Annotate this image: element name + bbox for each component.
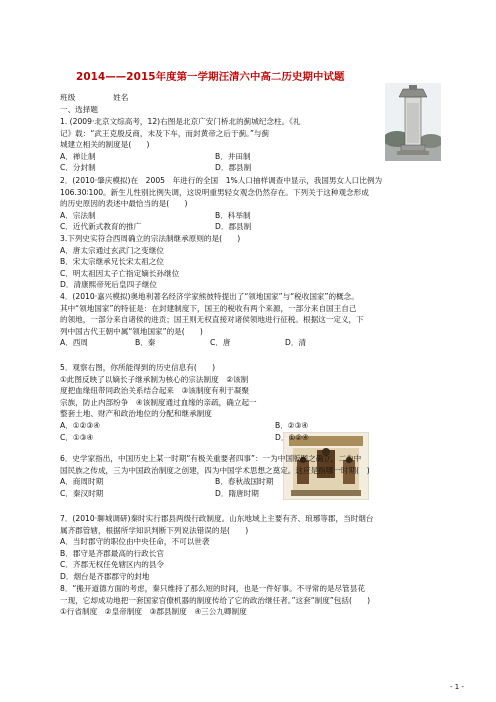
option: A．禅让制 (60, 151, 96, 161)
question-line: 4．(2010·嘉兴模拟)奥地利著名经济学家熊彼特提出了“领地国家”与“税收国家”的概念。 (60, 292, 359, 301)
question-line: 6．史学家指出，中国历史上某一时期“有极关重要者四事”：一为中国版图之确立，二为中 (60, 454, 362, 463)
option: B．宋太宗继承兄长宋太祖之位 (60, 257, 164, 267)
option: A．宗法制 (60, 210, 96, 220)
option: A．西周 (60, 338, 88, 348)
option: D．烟台是齐郡郡守的封地 (60, 571, 150, 581)
option: B．科举制 (215, 210, 251, 220)
question-line: 一现，它却成功地把一套国家官僚机器的制度传给了它的政治继任者。”这套“制度”包括( ) (60, 595, 371, 605)
question-line: 7．(2010·聊城调研)秦时实行郡县两级行政制度。山东地域上主要有齐、琅琊等郡，当时烟台 (60, 514, 374, 523)
option: B．②③④ (275, 420, 309, 430)
class-label: 班级 (60, 93, 76, 102)
option: A．商周时期 (60, 477, 104, 487)
option: B．井田制 (215, 151, 251, 161)
name-label: 姓名 (113, 93, 129, 102)
option: C．唐 (210, 338, 231, 348)
option: C．明太祖因太子亡指定嫡长孙继位 (60, 268, 180, 278)
question-4 (60, 291, 445, 349)
question-line: ①此图反映了以嫡长子继承制为核心的宗法制度 ②该制 (60, 374, 249, 384)
option: C．①③④ (60, 432, 94, 442)
option: D．郡县制 (215, 222, 252, 232)
option: C．近代新式教育的推广 (60, 222, 142, 232)
question-8 (60, 583, 445, 618)
question-line: 106.30∶100。新生儿性别比例失调，这说明重男轻女观念仍然存在。下列关于这种观念形成 (60, 187, 369, 197)
question-6 (60, 453, 445, 499)
question-line: 整套土地、财产和政治地位的分配和继承制度 (60, 409, 212, 419)
option: A．当时郡守的职位由中央任命，不可以世袭 (60, 537, 210, 547)
question-line: 列中国古代王朝中属“领地国家”的是( ) (60, 326, 203, 336)
question-line: 国民族之传成，三为中国政治制度之创建，四为中国学术思想之奠定。这应是指哪一时期( (60, 465, 360, 475)
question-line: 8．“搬开道德方面的考虑，秦只维持了那么短的时间，也是一件好事。不寻常的是尽管昙花 (60, 584, 365, 593)
question-line: 的历史原因的表述中最恰当的是( ) (60, 199, 188, 209)
option: D．①②④ (275, 432, 309, 442)
option: C．齐郡无权任免辖区内的县令 (60, 560, 165, 570)
option: D．清康熙帝死后皇四子继位 (60, 280, 157, 290)
question-line: 的领地，一部分来自诸侯的进贡；国王则无权直接对诸侯领地进行征税。根据这一定义，下 (60, 315, 364, 325)
question-3 (60, 233, 445, 291)
question-line: 3.下列史实符合西周确立的宗法制继承原则的是( ) (60, 234, 241, 243)
section-heading: 一、选择题 (60, 104, 98, 114)
question-2 (60, 175, 445, 233)
option: B．春秋战国时期 (215, 477, 274, 487)
option: A．唐太宗通过玄武门之变继位 (60, 245, 164, 255)
question-line: ) (359, 465, 370, 475)
option: D．隋唐时期 (215, 488, 259, 498)
question-line: ①行省制度 ②皇帝制度 ③郡县制度 ④三公九卿制度 (60, 607, 247, 617)
question-line: 记》载：“武王克殷反商，未及下车，而封黄帝之后于蓟。”与蓟 (60, 128, 270, 138)
option: C．分封制 (60, 163, 96, 173)
question-line: 属齐郡管辖，根据所学知识判断下列说法错误的是( ) (60, 525, 249, 535)
question-line: 宗族，防止内部纷争 ④该制度通过血缘的亲疏，确立起一 (60, 397, 257, 407)
option: D．清 (285, 338, 307, 348)
question-line: 其中“领地国家”的特征是：在封建制度下，国王的税收有两个来源，一部分来自国王自己 (60, 303, 357, 313)
question-1 (60, 116, 445, 174)
option: D．郡县制 (215, 163, 252, 173)
option: C．秦汉时期 (60, 488, 104, 498)
option: A．①②③④ (60, 420, 101, 430)
exam-title: 2014——2015年度第一学期汪清六中高二历史期中试题 (76, 71, 345, 83)
option: B．秦 (135, 338, 156, 348)
question-7 (60, 513, 445, 583)
question-5 (60, 362, 445, 443)
question-line: 2．(2010·肇庆模拟)在 2005 年进行的全国 1%人口抽样调查中显示，我国男女人口比例为 (60, 176, 383, 185)
question-line: 1. (2009·北京文综高考，12)右图是北京广安门桥北的蓟城纪念柱。《礼 (60, 117, 301, 126)
question-line: 5．观察右图，你所能得到的历史信息有( ) (60, 363, 216, 372)
question-line: 城建立相关的制度是( ) (60, 140, 150, 150)
question-line: 度把血缘纽带同政治关系结合起来 ③该制度有利于凝聚 (60, 386, 250, 396)
option: B．郡守是齐郡最高的行政长官 (60, 548, 164, 558)
page-number: - 1 - (450, 683, 464, 691)
